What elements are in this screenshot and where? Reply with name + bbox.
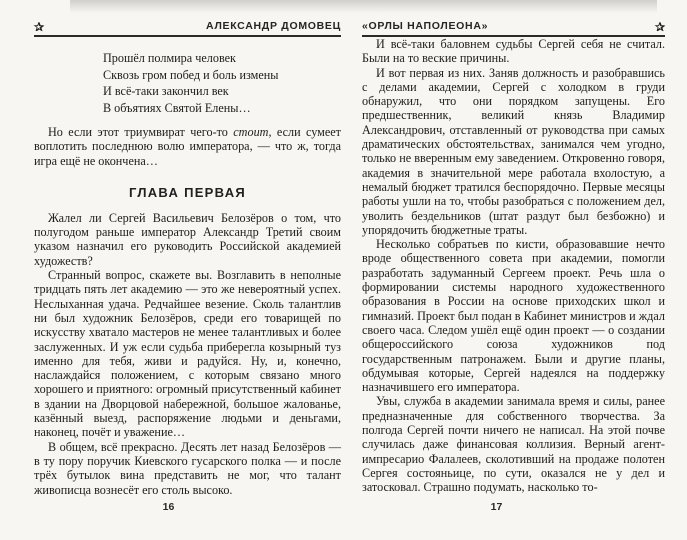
page-number-left: 16 xyxy=(162,501,175,513)
body-paragraph: И всё-таки баловнем судьбы Сергей себя не считал. Были на то веские причины. xyxy=(362,37,665,66)
body-paragraph: И вот первая из них. Заняв должность и разобравшись с делами академии, Сергей с холодком в груди обнаружил, что они порядком запущены. Его предшественник, великий князь Владимир Александрович, отставленный от руководства при самых драматических обстоятельствах, занимался чем угодно, только не вверенным ему заведением. Откровенно говоря, академия в значительной мере работала вхолостую, а немалый бюджет тратился беспорядочно. Первые месяцы работы ушли на то, чтобы разобраться с положением дел, уволить бездельников (штат раздут был безбожно) и упорядочить бюджетные траты. xyxy=(362,65,665,237)
running-header-title: «ОРЛЫ НАПОЛЕОНА» xyxy=(362,20,489,32)
left-page-header xyxy=(34,20,341,37)
chapter-heading: ГЛАВА ПЕРВАЯ xyxy=(128,184,247,200)
verse-line: В объятиях Святой Елены… xyxy=(103,100,251,115)
intro-text-after: , если сумеет воплотить последнюю волю императора, — что ж, тогда игра ещё не окончена… xyxy=(34,125,342,168)
intro-text-before: Но если этот триумвират чего-то xyxy=(48,125,234,139)
right-page xyxy=(362,20,665,495)
left-page xyxy=(34,20,341,497)
body-paragraph: Странный вопрос, скажете вы. Возглавить в неполные тридцать пять лет академию — это же невероятный успех. Неслыханная удача. Редчайшее везение. Сколь талантлив ни был художник Белозёров, среди его товарищей по искусству хватало мастеров не менее талантливых и более заслуженных. И уж если судьба приберегла козырный туз именно для тебя, живи и радуйся. Ну, и, конечно, наслаждайся положением, с которым связано много хорошего и приятного: огромный присутственный кабинет в здании на Дворцовой набережной, большое жалованье, казённый выезд, распоряжение людьми и деньгами, наконец, почёт и уважение… xyxy=(34,268,341,440)
verse-line: И всё-таки закончил век xyxy=(103,84,229,98)
intro-emphasis-word: стоит xyxy=(233,125,269,139)
verse-line: Прошёл полмира человек xyxy=(103,51,236,65)
right-page-header xyxy=(362,20,665,37)
body-paragraph: Жалел ли Сергей Васильевич Белозёров о том, что полугодом раньше император Александр Третий своим указом назначил его руководить Российской академией художеств? xyxy=(34,210,341,268)
page-number-right: 17 xyxy=(490,501,503,513)
verse-line: Сквозь гром побед и боль измены xyxy=(103,67,279,82)
body-paragraph: В общем, всё прекрасно. Десять лет назад Белозёров — в ту пору поручик Киевского гусарского полка — и после трёх бутылок вина представить не мог, что талант живописца вознесёт его столь высоко. xyxy=(34,439,341,497)
intro-paragraph xyxy=(34,125,341,168)
star-icon: ✰ xyxy=(654,20,665,34)
running-header-author: АЛЕКСАНДР ДОМОВЕЦ xyxy=(206,20,341,32)
epigraph-verse xyxy=(103,50,341,116)
body-paragraph: Увы, служба в академии занимала время и силы, ранее предназначенные для собственного творчества. За полгода Сергей почти ничего не написал. На этой почве случилась даже финансовая коллизия. Верный агент-импресарио Фалалеев, сколотивший на продаже полотен Сергея состояньице, по сути, оказался не у дел и затосковал. Страшно подумать, насколько то- xyxy=(362,394,665,495)
star-icon: ✰ xyxy=(34,20,45,34)
body-paragraph: Несколько собратьев по кисти, образовавшие нечто вроде общественного совета при академии, помогли разработать задуманный Сергеем проект. Речь шла о формировании системы народного художественного образования в России на основе приходских школ и гимназий. Проект был подан в Кабинет министров и ждал своего часа. Следом ушёл ещё один проект — о создании общероссийского союза художников под государственным патронажем. Были и другие планы, обдумывая которые, Сергей надеялся на поддержку назначившего его императора. xyxy=(362,237,665,395)
scan-shadow xyxy=(70,0,657,13)
